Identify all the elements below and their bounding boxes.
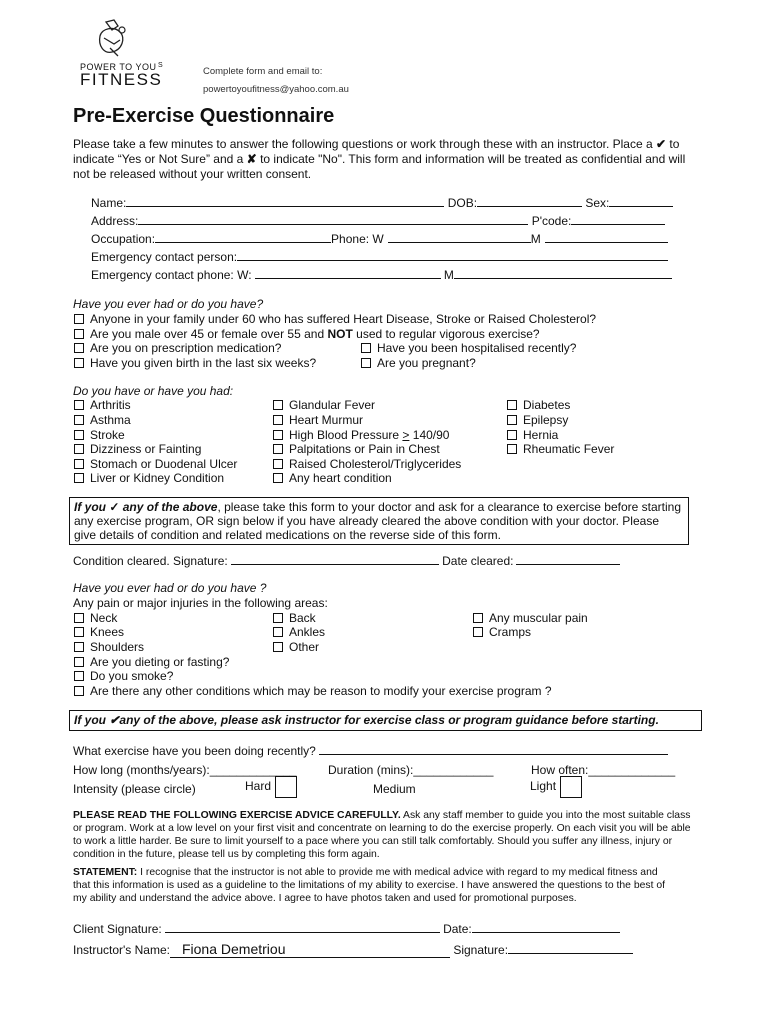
question-text: Have you given birth in the last six weeks? <box>90 356 317 370</box>
cond-diabetes <box>507 398 570 412</box>
question-text: Anyone in your family under 60 who has suffered Heart Disease, Stroke or Raised Cholesterol? <box>90 312 597 326</box>
cond-epilepsy <box>507 413 568 427</box>
question-text: Are you dieting or fasting? <box>90 655 230 669</box>
clearance-signature-field[interactable] <box>231 553 439 565</box>
checkbox[interactable] <box>361 343 371 353</box>
cond-asthma <box>74 413 131 427</box>
client-signature-label: Client Signature: <box>73 922 162 936</box>
statement-body: I recognise that the instructor is not able to provide me with medical advice with regard to my medical fitness and that this information is used as a guideline to the limitations of my ability to exercise. I have answered the questions to the best of my ability and understand the advice above. I agree to have photos taken and used for promotional purposes. <box>73 867 666 904</box>
condition-label: Arthritis <box>90 398 131 412</box>
checkbox[interactable] <box>74 671 84 681</box>
cond-hernia <box>507 428 558 442</box>
area-label: Ankles <box>289 625 326 639</box>
condition-label: Stroke <box>90 428 125 442</box>
section1-heading: Have you ever had or do you have? <box>73 297 264 311</box>
cond-arthritis <box>74 398 131 412</box>
q-smoke <box>74 669 173 683</box>
intro-paragraph <box>73 137 703 182</box>
checkbox[interactable] <box>507 430 517 440</box>
intro-part1: Please take a few minutes to answer the following questions or work through these with an instructor. Place a <box>73 137 653 151</box>
pain-ankles <box>273 625 325 639</box>
address-label: Address: <box>91 214 139 228</box>
intensity-label: Intensity (please circle) <box>73 782 196 796</box>
clearance-signature-label: Condition cleared. Signature: <box>73 554 228 568</box>
tick-icon: ✔ <box>109 713 120 727</box>
area-label: Any muscular pain <box>489 611 588 625</box>
notice-2-body: any of the above, please ask instructor for exercise class or program guidance before starting. <box>119 713 659 727</box>
checkbox[interactable] <box>273 473 283 483</box>
pain-cramps <box>473 625 531 639</box>
tick-icon: ✓ <box>109 500 120 514</box>
q-age <box>74 327 540 341</box>
intensity-hard <box>245 776 297 798</box>
cond-rheumatic <box>507 442 614 456</box>
signoff-date-field[interactable] <box>472 921 620 933</box>
checkbox[interactable] <box>74 415 84 425</box>
checkbox[interactable] <box>74 400 84 410</box>
checkbox[interactable] <box>74 430 84 440</box>
contact-line1: Complete form and email to: <box>203 66 323 77</box>
checkbox[interactable] <box>361 358 371 368</box>
checkbox[interactable] <box>273 444 283 454</box>
condition-label: Epilepsy <box>523 413 569 427</box>
phone-w-label: Phone: W <box>331 232 384 246</box>
how-long-field[interactable]: How long (months/years):_____________ <box>73 763 297 777</box>
intensity-light <box>530 776 582 798</box>
occupation-label: Occupation: <box>91 232 156 246</box>
cond-blood-pressure <box>273 428 449 442</box>
advice-heading: PLEASE READ THE FOLLOWING EXERCISE ADVICE CAREFULLY. <box>73 810 401 821</box>
notice-1-text <box>74 500 684 542</box>
pain-knees <box>74 625 124 639</box>
emergency-phone-m-label: M <box>443 268 454 282</box>
pain-neck <box>74 611 117 625</box>
condition-label: Palpitations or Pain in Chest <box>289 442 440 456</box>
condition-label: Heart Murmur <box>289 413 364 427</box>
intensity-medium <box>373 782 416 796</box>
q-dieting <box>74 655 229 669</box>
checkbox[interactable] <box>273 400 283 410</box>
emergency-phone-w-field[interactable] <box>255 267 441 279</box>
statement-heading: STATEMENT: <box>73 867 138 878</box>
pain-other <box>273 640 319 654</box>
pain-muscular <box>473 611 588 625</box>
area-label: Shoulders <box>90 640 145 654</box>
logo-side-mark: S <box>158 62 163 69</box>
pcode-label: P'code: <box>531 214 572 228</box>
client-signature-row <box>73 921 620 936</box>
clearance-date-field[interactable] <box>516 553 620 565</box>
checkbox[interactable] <box>74 627 84 637</box>
area-label: Cramps <box>489 625 532 639</box>
condition-symbol: > <box>402 428 410 442</box>
cond-dizziness <box>74 442 201 456</box>
pcode-field[interactable] <box>571 213 665 225</box>
question-text: Do you smoke? <box>90 669 174 683</box>
contact-email: powertoyoufitness@yahoo.com.au <box>203 84 349 95</box>
checkbox[interactable] <box>74 314 84 324</box>
emergency-phone-row <box>91 267 672 282</box>
client-signature-field[interactable] <box>165 921 440 933</box>
cond-liver-kidney <box>74 471 224 485</box>
name-row <box>91 195 673 210</box>
cross-icon: ✘ <box>246 152 257 166</box>
checkbox[interactable] <box>74 642 84 652</box>
area-label: Neck <box>90 611 118 625</box>
instructor-signature-field[interactable] <box>508 942 633 954</box>
condition-label: Any heart condition <box>289 471 392 485</box>
cond-cholesterol <box>273 457 461 471</box>
condition-label: Raised Cholesterol/Triglycerides <box>289 457 462 471</box>
area-label: Back <box>289 611 316 625</box>
pain-shoulders <box>74 640 144 654</box>
checkbox[interactable] <box>507 400 517 410</box>
statement-paragraph <box>73 866 676 905</box>
q-other-conditions <box>74 684 552 698</box>
area-label: Knees <box>90 625 125 639</box>
duration-field[interactable]: Duration (mins):____________ <box>328 763 494 777</box>
emergency-phone-label: Emergency contact phone: W: <box>91 268 252 282</box>
condition-value: 140/90 <box>412 428 450 442</box>
intro-part2: to indicate “Yes or Not Sure” and a <box>73 137 680 166</box>
emergency-person-label: Emergency contact person: <box>91 250 238 264</box>
checkbox[interactable] <box>473 613 483 623</box>
q-pregnant <box>361 356 476 370</box>
sex-field[interactable] <box>609 195 673 207</box>
checkbox[interactable] <box>74 459 84 469</box>
name-field[interactable] <box>126 195 444 207</box>
emergency-person-field[interactable] <box>237 249 668 261</box>
q-birth <box>74 356 316 370</box>
instructor-row <box>73 941 633 958</box>
checkbox[interactable] <box>273 430 283 440</box>
checkbox[interactable] <box>74 343 84 353</box>
notice-2-text <box>74 713 659 727</box>
signoff-date-label: Date: <box>443 922 472 936</box>
intensity-light-label: Light <box>530 779 557 794</box>
condition-label: Glandular Fever <box>289 398 376 412</box>
question-text: Have you been hospitalised recently? <box>377 341 577 355</box>
logo-icon <box>92 18 138 62</box>
checkbox[interactable] <box>273 459 283 469</box>
dob-label: DOB: <box>447 196 478 210</box>
condition-label: Dizziness or Fainting <box>90 442 202 456</box>
phone-m-label: M <box>530 232 541 246</box>
instructor-name-field[interactable] <box>170 941 450 958</box>
occupation-field[interactable] <box>155 231 331 243</box>
cond-glandular <box>273 398 375 412</box>
section2-heading: Do you have or have you had: <box>73 384 234 398</box>
page-title: Pre-Exercise Questionnaire <box>73 105 335 127</box>
address-field[interactable] <box>138 213 528 225</box>
recent-exercise-label: What exercise have you been doing recently? <box>73 744 316 758</box>
logo-line1: POWER TO YOU <box>80 62 157 72</box>
advice-body: Ask any staff member to guide you into the most suitable class or program. Work at a low level on your first visit and concentrate on learning to do the exercise properly. On each visit you will be able to work a little harder. Be sure to limit yourself to a pace where you can still talk comfortably. Should you suffer any illness, injury or condition in the future, please tell us by completing this form again. <box>73 810 691 860</box>
cond-ulcer <box>74 457 237 471</box>
occupation-row <box>91 231 668 246</box>
checkbox[interactable] <box>507 444 517 454</box>
section3-subheading: Any pain or major injuries in the following areas: <box>73 596 328 610</box>
checkbox[interactable] <box>74 358 84 368</box>
how-often-field[interactable]: How often:_____________ <box>531 763 676 777</box>
condition-label: Diabetes <box>523 398 571 412</box>
question-text: Are there any other conditions which may be reason to modify your exercise program ? <box>90 684 552 698</box>
emergency-person-row <box>91 249 668 264</box>
checkbox[interactable] <box>74 473 84 483</box>
phone-w-field[interactable] <box>388 231 531 243</box>
condition-label: High Blood Pressure <box>289 428 400 442</box>
area-label: Other <box>289 640 320 654</box>
condition-label: Liver or Kidney Condition <box>90 471 225 485</box>
q-family-history <box>74 312 596 326</box>
condition-label: Rheumatic Fever <box>523 442 615 456</box>
intro-part3: to indicate "No". This form and information will be treated as confidential and will not be released without your written consent. <box>73 152 686 181</box>
name-label: Name: <box>91 196 127 210</box>
q-medication <box>74 341 281 355</box>
pain-back <box>273 611 316 625</box>
address-row <box>91 213 665 228</box>
question-text: Are you on prescription medication? <box>90 341 282 355</box>
sex-label: Sex: <box>585 196 610 210</box>
logo-line2: FITNESS <box>80 70 163 89</box>
dob-field[interactable] <box>477 195 582 207</box>
emergency-phone-m-field[interactable] <box>454 267 672 279</box>
cond-stroke <box>74 428 125 442</box>
checkbox[interactable] <box>74 329 84 339</box>
checkbox[interactable] <box>273 642 283 652</box>
checkbox[interactable] <box>273 415 283 425</box>
intensity-hard-box[interactable] <box>275 776 297 798</box>
clearance-date-label: Date cleared: <box>442 554 514 568</box>
recent-exercise-field[interactable] <box>319 743 668 755</box>
instructor-signature-label: Signature: <box>453 943 509 957</box>
checkbox[interactable] <box>74 444 84 454</box>
section3-heading: Have you ever had or do you have ? <box>73 581 267 595</box>
advice-paragraph <box>73 809 699 861</box>
instructor-name-label: Instructor's Name: <box>73 943 170 957</box>
checkbox[interactable] <box>74 657 84 667</box>
phone-m-field[interactable] <box>545 231 668 243</box>
cond-palpitations <box>273 442 440 456</box>
intensity-medium-label[interactable]: Medium <box>373 782 416 796</box>
clearance-row <box>73 553 620 568</box>
notice-1-prefix: If you <box>74 500 106 514</box>
condition-label: Hernia <box>523 428 559 442</box>
condition-label: Asthma <box>90 413 131 427</box>
question-emphasis: NOT <box>327 327 353 341</box>
notice-1-body: , please take this form to your doctor and ask for a clearance to exercise before starting any exercise program, OR sign below if you have already cleared the above condition with your doctor. Please give details of condition and related medications on the reverse side of this form. <box>74 500 682 542</box>
intensity-hard-label: Hard <box>245 779 272 794</box>
recent-exercise-row <box>73 743 668 758</box>
checkbox[interactable] <box>473 627 483 637</box>
checkbox[interactable] <box>507 415 517 425</box>
notice-2-prefix: If you <box>74 713 106 727</box>
cond-heart <box>273 471 392 485</box>
checkbox[interactable] <box>273 613 283 623</box>
notice-1-emphasis: any of the above <box>122 500 218 514</box>
instructor-name-value: Fiona Demetriou <box>181 941 286 957</box>
condition-label: Stomach or Duodenal Ulcer <box>90 457 238 471</box>
checkbox[interactable] <box>74 613 84 623</box>
checkbox[interactable] <box>74 686 84 696</box>
question-text: Are you pregnant? <box>377 356 476 370</box>
question-text: used to regular vigorous exercise? <box>356 327 540 341</box>
intensity-light-box[interactable] <box>560 776 582 798</box>
checkbox[interactable] <box>273 627 283 637</box>
cond-murmur <box>273 413 363 427</box>
question-text: Are you male over 45 or female over 55 and <box>90 327 325 341</box>
q-hospitalised <box>361 341 576 355</box>
tick-icon: ✔ <box>656 137 667 151</box>
